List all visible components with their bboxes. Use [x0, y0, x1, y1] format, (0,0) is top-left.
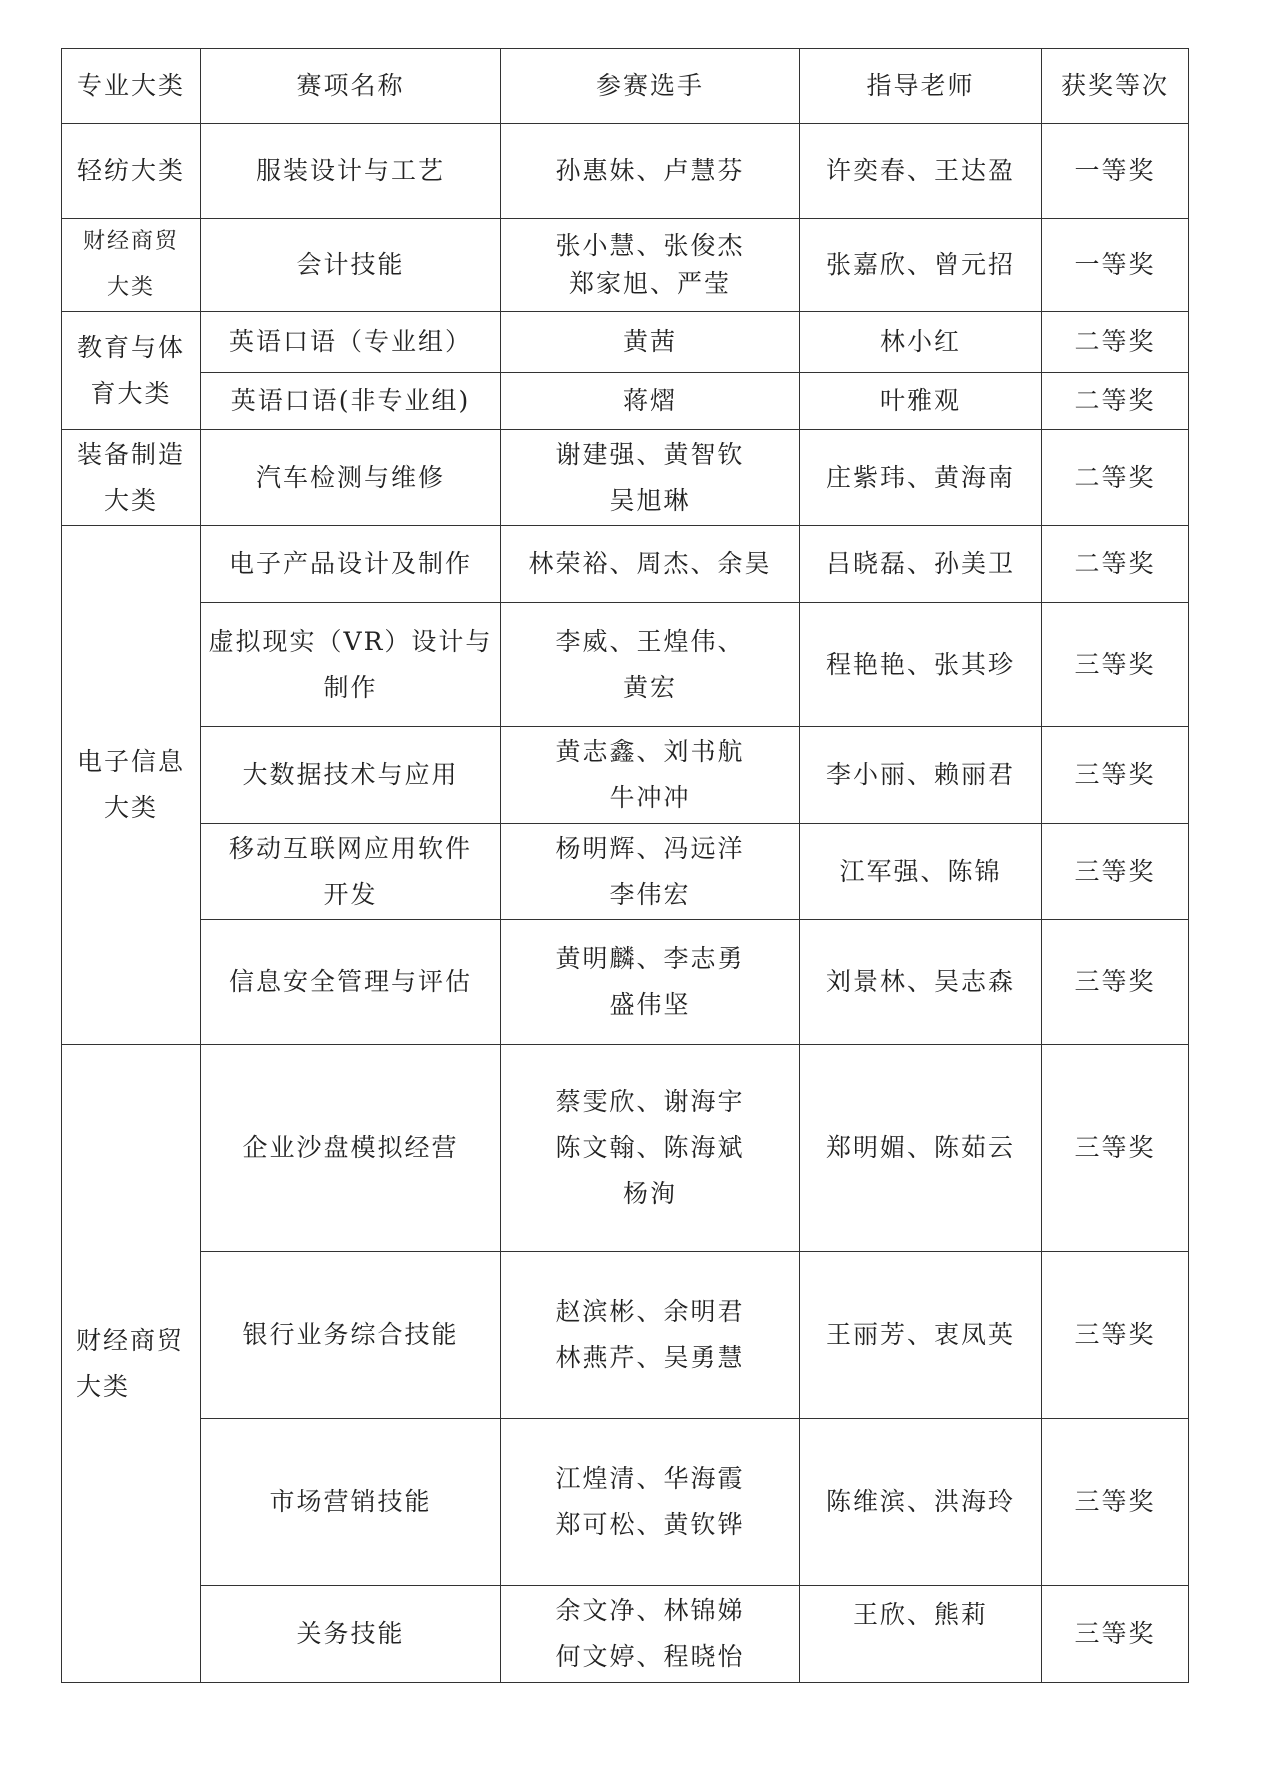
contestants-cell: 孙惠妹、卢慧芬: [501, 124, 800, 219]
table-row: [62, 124, 1189, 219]
event-cell: 电子产品设计及制作: [201, 526, 501, 603]
award-cell: 三等奖: [1042, 824, 1189, 920]
contestants-cell: 黄茜: [501, 312, 800, 373]
table-row: [62, 1252, 1189, 1419]
advisors-cell: 许奕春、王达盈: [800, 124, 1042, 219]
header-event: 赛项名称: [201, 49, 501, 124]
award-cell: 三等奖: [1042, 1252, 1189, 1419]
table-row: [62, 1045, 1189, 1252]
header-advisors: 指导老师: [800, 49, 1042, 124]
advisors-cell: 陈维滨、洪海玲: [800, 1419, 1042, 1586]
event-cell: 银行业务综合技能: [201, 1252, 501, 1419]
contestants-cell: 江煌清、华海霞 郑可松、黄钦铧: [501, 1419, 800, 1586]
contestants-cell: 余文净、林锦娣 何文婷、程晓怡: [501, 1586, 800, 1683]
advisors-cell: 吕晓磊、孙美卫: [800, 526, 1042, 603]
table-row: [62, 1419, 1189, 1586]
contestants-cell: 黄明麟、李志勇 盛伟坚: [501, 920, 800, 1045]
category-cell: 教育与体 育大类: [62, 312, 201, 430]
contestants-cell: 林荣裕、周杰、余昊: [501, 526, 800, 603]
event-cell: 会计技能: [201, 219, 501, 312]
contestants-cell: 黄志鑫、刘书航 牛冲冲: [501, 727, 800, 824]
contestants-cell: 谢建强、黄智钦 吴旭琳: [501, 430, 800, 526]
category-cell: 财经商贸 大类: [62, 219, 201, 312]
category-cell: 财经商贸 大类: [62, 1045, 201, 1683]
header-contestants: 参赛选手: [501, 49, 800, 124]
table-header-row: [62, 49, 1189, 124]
event-cell: 大数据技术与应用: [201, 727, 501, 824]
event-cell: 服装设计与工艺: [201, 124, 501, 219]
advisors-cell: 林小红: [800, 312, 1042, 373]
category-cell: 轻纺大类: [62, 124, 201, 219]
award-cell: 一等奖: [1042, 124, 1189, 219]
table-row: [62, 1586, 1189, 1683]
advisors-cell: 王丽芳、衷凤英: [800, 1252, 1042, 1419]
contestants-cell: 张小慧、张俊杰 郑家旭、严莹: [501, 219, 800, 312]
advisors-cell: 李小丽、赖丽君: [800, 727, 1042, 824]
table-row: [62, 430, 1189, 526]
table-row: [62, 312, 1189, 373]
category-cell: 电子信息 大类: [62, 526, 201, 1045]
table-row: [62, 373, 1189, 430]
award-cell: 三等奖: [1042, 1586, 1189, 1683]
header-category: 专业大类: [62, 49, 201, 124]
advisors-cell: 刘景林、吴志森: [800, 920, 1042, 1045]
event-cell: 关务技能: [201, 1586, 501, 1683]
event-cell: 市场营销技能: [201, 1419, 501, 1586]
award-cell: 二等奖: [1042, 430, 1189, 526]
table-row: [62, 727, 1189, 824]
award-cell: 二等奖: [1042, 373, 1189, 430]
advisors-cell: 江军强、陈锦: [800, 824, 1042, 920]
table-row: [62, 219, 1189, 312]
header-award: 获奖等次: [1042, 49, 1189, 124]
contestants-cell: 蔡雯欣、谢海宇 陈文翰、陈海斌 杨洵: [501, 1045, 800, 1252]
contestants-cell: 李威、王煌伟、 黄宏: [501, 603, 800, 727]
advisors-cell: 庄紫玮、黄海南: [800, 430, 1042, 526]
advisors-cell: 郑明媚、陈茹云: [800, 1045, 1042, 1252]
contestants-cell: 杨明辉、冯远洋 李伟宏: [501, 824, 800, 920]
advisors-cell: 王欣、熊莉: [800, 1586, 1042, 1683]
award-cell: 三等奖: [1042, 1045, 1189, 1252]
award-cell: 三等奖: [1042, 1419, 1189, 1586]
award-cell: 三等奖: [1042, 920, 1189, 1045]
table-row: [62, 603, 1189, 727]
event-cell: 英语口语(非专业组): [201, 373, 501, 430]
award-cell: 三等奖: [1042, 603, 1189, 727]
contestants-cell: 蒋熠: [501, 373, 800, 430]
event-cell: 企业沙盘模拟经营: [201, 1045, 501, 1252]
event-cell: 汽车检测与维修: [201, 430, 501, 526]
event-cell: 虚拟现实（VR）设计与 制作: [201, 603, 501, 727]
award-cell: 二等奖: [1042, 312, 1189, 373]
award-cell: 一等奖: [1042, 219, 1189, 312]
advisors-cell: 叶雅观: [800, 373, 1042, 430]
table-row: [62, 920, 1189, 1045]
contestants-cell: 赵滨彬、余明君 林燕芹、吴勇慧: [501, 1252, 800, 1419]
table-row: [62, 824, 1189, 920]
awards-table: [61, 48, 1189, 1683]
award-cell: 二等奖: [1042, 526, 1189, 603]
table-row: [62, 526, 1189, 603]
event-cell: 移动互联网应用软件 开发: [201, 824, 501, 920]
advisors-cell: 张嘉欣、曾元招: [800, 219, 1042, 312]
event-cell: 英语口语（专业组）: [201, 312, 501, 373]
award-cell: 三等奖: [1042, 727, 1189, 824]
advisors-cell: 程艳艳、张其珍: [800, 603, 1042, 727]
event-cell: 信息安全管理与评估: [201, 920, 501, 1045]
category-cell: 装备制造 大类: [62, 430, 201, 526]
